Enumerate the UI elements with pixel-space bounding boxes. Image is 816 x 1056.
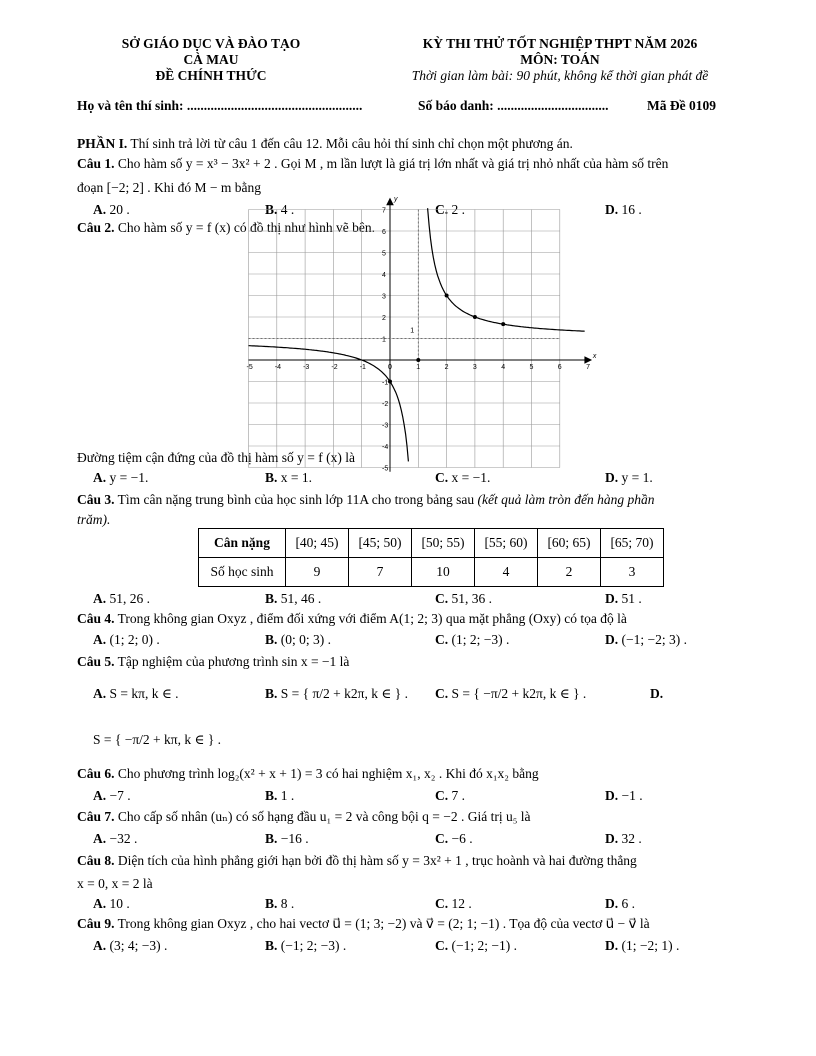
q5-option-d-label[interactable]: D. [650,686,664,701]
q6-option-b[interactable]: B. 1 . [265,788,295,803]
q4-stem: Câu 4. Trong không gian Oxyz , điểm đối xứng với điểm A(1; 2; 3) qua mặt phẳng (Oxy) có tọa độ là [77,611,627,626]
q4-option-b[interactable]: B. (0; 0; 3) . [265,632,332,647]
q2-option-a[interactable]: A. y = −1. [93,470,149,485]
table-header-weight: Cân nặng [199,529,286,558]
q3-stem: Câu 3. Tìm cân nặng trung bình của học sinh lớp 11A cho trong bảng sau (kết quả làm tròn đến hàng phần [77,492,655,507]
q3-option-a[interactable]: A. 51, 26 . [93,591,150,606]
exam-title: KỲ THI THỬ TỐT NGHIỆP THPT NĂM 2026 [422,36,698,51]
q2-option-c[interactable]: C. x = −1. [435,470,491,485]
y-axis-arrow [387,199,393,205]
q4-option-a[interactable]: A. (1; 2; 0) . [93,632,160,647]
exam-code: Mã Đề 0109 [647,98,716,113]
q3-stem-2: trăm). [77,512,111,527]
q7-option-a[interactable]: A. −32 . [93,831,138,846]
table-cell: [45; 50) [349,529,412,558]
header-dept: SỞ GIÁO DỤC VÀ ĐÀO TẠO [121,36,301,51]
graph-point [445,294,449,298]
q5-stem: Câu 5. Tập nghiệm của phương trình sin x = −1 là [77,654,350,669]
q9-option-a[interactable]: A. (3; 4; −3) . [93,938,168,953]
graph-point [388,380,392,384]
x-tick-label: -2 [331,364,338,371]
table-row [199,529,664,558]
q9-option-d[interactable]: D. (1; −2; 1) . [605,938,680,953]
q8-option-d[interactable]: D. 6 . [605,896,635,911]
q9-stem: Câu 9. Trong không gian Oxyz , cho hai vectơ u⃗ = (1; 3; −2) và v⃗ = (2; 1; −1) . Tọa độ của vectơ u⃗ − v⃗ là [77,916,650,931]
right-branch [428,208,585,331]
q5-option-c[interactable]: C. S = { −π/2 + k2π, k ∈ } . [435,686,587,701]
table-row [199,558,664,587]
q6-option-c[interactable]: C. 7 . [435,788,465,803]
x-tick-label: 3 [472,364,477,371]
x-axis-label: x [592,353,597,360]
table-cell: [40; 45) [286,529,349,558]
q4-option-c[interactable]: C. (1; 2; −3) . [435,632,510,647]
x-tick-label: 1 [416,364,421,371]
y-tick-label: -4 [382,444,389,451]
q9-option-b[interactable]: B. (−1; 2; −3) . [265,938,347,953]
y-tick-label: 4 [382,272,386,279]
time-limit: Thời gian làm bài: 90 phút, không kể thời gian phát đề [411,68,709,83]
x-axis-arrow [585,357,591,363]
table-cell: 9 [286,558,349,587]
q3-option-b[interactable]: B. 51, 46 . [265,591,322,606]
q3-option-d[interactable]: D. 51 . [605,591,642,606]
q1-stem-2: đoạn [−2; 2] . Khi đó M − m bằng [77,180,261,195]
table-cell: [50; 55) [412,529,475,558]
q7-option-b[interactable]: B. −16 . [265,831,309,846]
x-tick-label: 2 [444,364,449,371]
q2-option-b[interactable]: B. x = 1. [265,470,313,485]
q7-stem: Câu 7. Cho cấp số nhân (uₙ) có số hạng đầu u₁ = 2 và công bội q = −2 . Giá trị u₅ là [77,809,531,824]
q6-option-d[interactable]: D. −1 . [605,788,643,803]
q5-option-a[interactable]: A. S = kπ, k ∈ . [93,686,179,701]
q1-option-b[interactable]: B. 4 . [265,202,295,217]
part1-heading: PHẦN I. Thí sinh trả lời từ câu 1 đến câu 12. Mỗi câu hỏi thí sinh chỉ chọn một phương án. [77,136,573,151]
q7-option-d[interactable]: D. 32 . [605,831,642,846]
q1-option-c[interactable]: C. 2 . [435,202,465,217]
table-cell: [60; 65) [538,529,601,558]
y-axis-label: y [394,195,398,203]
q5-option-d[interactable]: S = { −π/2 + kπ, k ∈ } . [93,732,222,747]
q4-option-d[interactable]: D. (−1; −2; 3) . [605,632,687,647]
table-header-count: Số học sinh [199,558,286,587]
q8-stem-2: x = 0, x = 2 là [77,876,153,891]
q3-option-c[interactable]: C. 51, 36 . [435,591,492,606]
y-tick-label: 7 [382,207,386,215]
y-tick-label: -1 [382,379,389,387]
y-tick-label: -2 [382,401,389,408]
table-cell: 7 [349,558,412,587]
y-tick-label: 1 [382,336,386,344]
q8-option-c[interactable]: C. 12 . [435,896,472,911]
q6-option-a[interactable]: A. −7 . [93,788,131,803]
q9-option-c[interactable]: C. (−1; 2; −1) . [435,938,517,953]
x-tick-label: -5 [246,364,253,371]
frequency-table [198,528,664,587]
x-tick-label: -3 [303,364,310,371]
x-tick-label: 5 [529,364,534,371]
q2-stem: Câu 2. Cho hàm số y = f (x) có đồ thị như hình vẽ bên. [77,220,376,235]
q8-option-b[interactable]: B. 8 . [265,896,295,911]
q2-stem-2: Đường tiệm cận đứng của đồ thị hàm số y = f (x) là [77,450,355,465]
table-cell: 2 [538,558,601,587]
x-tick-label: 4 [501,364,506,371]
x-tick-label: -1 [359,364,366,371]
graph-point [473,315,477,319]
y-tick-label: -3 [382,422,389,430]
y-tick-label: -5 [382,465,389,473]
q6-stem: Câu 6. Cho phương trình log₂(x² + x + 1) = 3 có hai nghiệm x₁, x₂ . Khi đó x₁x₂ bằng [77,766,539,781]
header-province: CÀ MAU [183,52,239,67]
table-cell: 4 [475,558,538,587]
subject: MÔN: TOÁN [520,52,600,67]
x-tick-label: 6 [557,364,562,371]
x-tick-label: -4 [274,364,282,371]
q1-stem: Câu 1. Cho hàm số y = x³ − 3x² + 2 . Gọi M , m lần lượt là giá trị lớn nhất và giá trị nhỏ nhất của hàm số trên [77,156,669,171]
y-tick-label: 2 [382,315,386,322]
table-cell: 10 [412,558,475,587]
table-cell: [65; 70) [601,529,664,558]
candidate-number-field: Số báo danh: ................................. [418,98,609,113]
y-tick-label: 5 [382,250,386,258]
table-cell: [55; 60) [475,529,538,558]
y-tick-label: 6 [382,229,386,236]
q7-option-c[interactable]: C. −6 . [435,831,473,846]
y-tick-label: 3 [382,293,386,301]
q1-option-a[interactable]: A. 20 . [93,202,130,217]
table-cell: 3 [601,558,664,587]
asymptote-label: 1 [410,327,415,335]
q1-option-d[interactable]: D. 16 . [605,202,642,217]
student-name-field: Họ và tên thí sinh: .................................................... [77,98,363,113]
x-tick-label: 0 [388,364,392,371]
header-official: ĐỀ CHÍNH THỨC [155,68,267,83]
graph-point [416,358,420,362]
graph-point [501,322,505,326]
q2-option-d[interactable]: D. y = 1. [605,470,653,485]
q8-option-a[interactable]: A. 10 . [93,896,130,911]
x-tick-label: 7 [586,364,591,371]
q8-stem: Câu 8. Diện tích của hình phẳng giới hạn bởi đồ thị hàm số y = 3x² + 1 , trục hoành và hai đường thẳng [77,853,637,868]
q5-option-b[interactable]: B. S = { π/2 + k2π, k ∈ } . [265,686,408,701]
